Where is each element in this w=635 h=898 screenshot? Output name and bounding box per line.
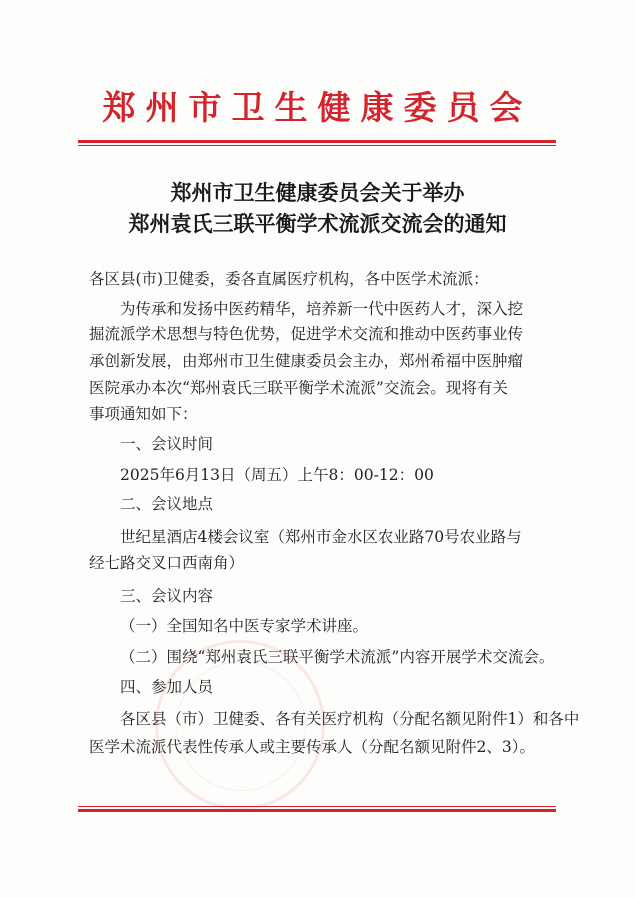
section-heading-place: 二、会议地点 bbox=[120, 495, 214, 513]
salutation: 各区县(市)卫健委，委各直属医疗机构，各中医学术流派： bbox=[89, 270, 489, 288]
intro-line-3: 承创新发展，由郑州市卫生健康委员会主办，郑州希福中医肿瘤 bbox=[89, 352, 524, 370]
document-title-line-2: 郑州袁氏三联平衡学术流派交流会的通知 bbox=[128, 211, 507, 236]
attendees-line-1: 各区县（市）卫健委、各有关医疗机构（分配名额见附件1）和各中 bbox=[120, 710, 580, 728]
intro-line-4: 医院承办本次“郑州袁氏三联平衡学术流派”交流会。现将有关 bbox=[89, 379, 508, 397]
attendees-line-2: 医学术流派代表性传承人或主要传承人（分配名额见附件2、3）。 bbox=[89, 738, 535, 756]
meeting-place-line-1: 世纪星酒店4楼会议室（郑州市金水区农业路70号农业路与 bbox=[120, 528, 522, 546]
section-heading-time: 一、会议时间 bbox=[120, 435, 214, 453]
content-item-2: （二）围绕“郑州袁氏三联平衡学术流派”内容开展学术交流会。 bbox=[120, 648, 555, 666]
org-header: 郑州市卫生健康委员会 bbox=[102, 88, 533, 127]
meeting-time: 2025年6月13日（周五）上午8：00-12：00 bbox=[120, 466, 434, 484]
meeting-place-line-2: 经七路交叉口西南角） bbox=[89, 554, 245, 572]
intro-line-2: 掘流派学术思想与特色优势，促进学术交流和推动中医药事业传 bbox=[89, 325, 524, 343]
section-heading-attendees: 四、参加人员 bbox=[120, 678, 214, 696]
intro-line-1: 为传承和发扬中医药精华，培养新一代中医药人才，深入挖 bbox=[120, 300, 524, 318]
faint-seal-stamp bbox=[155, 640, 325, 810]
faint-seal-inner-ring bbox=[176, 661, 306, 791]
red-divider-top-thick bbox=[78, 140, 556, 143]
document-title-line-1: 郑州市卫生健康委员会关于举办 bbox=[170, 180, 465, 205]
intro-line-5: 事项通知如下： bbox=[89, 405, 198, 423]
section-heading-content: 三、会议内容 bbox=[120, 587, 214, 605]
red-divider-top-thin bbox=[78, 145, 556, 146]
red-divider-bottom-thin bbox=[78, 806, 556, 807]
content-item-1: （一）全国知名中医专家学术讲座。 bbox=[120, 617, 369, 635]
red-divider-bottom-thick bbox=[78, 809, 556, 812]
